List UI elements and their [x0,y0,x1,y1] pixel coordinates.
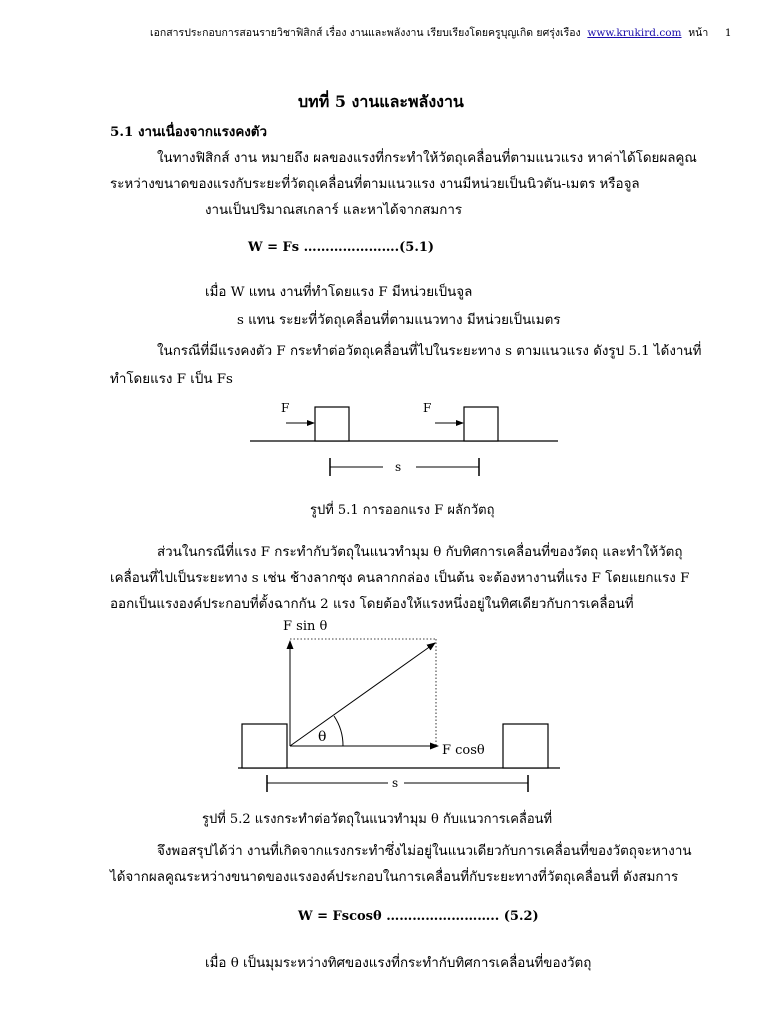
resultant-force-arrow [290,643,435,746]
paragraph-4-line-1: จึงพอสรุปได้ว่า งานที่เกิดจากแรงกระทำซึ่งไม่อยู่ในแนวเดียวกับการเคลื่อนที่ของวัตถุจะหางาน [157,844,692,859]
paragraph-3-line-2: เคลื่อนที่ไปเป็นระยะทาง s เช่น ช้างลากซุง คนลากกล่อง เป็นต้น จะต้องหางานที่แรง F โดยแยกแรง F [110,571,690,586]
chapter-title: บทที่ 5 งานและพลังงาน [298,92,464,111]
block-end [503,724,548,768]
page-number: 1 [724,27,732,39]
horizontal-component-label: F cosθ [442,743,485,758]
angle-arc [334,716,343,746]
block-right [464,407,498,441]
paragraph-1-line-3: งานเป็นปริมาณสเกลาร์ และหาได้จากสมการ [205,203,463,218]
figure-5-2-caption: รูปที่ 5.2 แรงกระทำต่อวัตถุในแนวทำมุม θ กับแนวการเคลื่อนที่ [202,812,553,827]
paragraph-2-line-1: ในกรณีที่มีแรงคงตัว F กระทำต่อวัตถุเคลื่อนที่ไปในระยะทาง s ตามแนวแรง ดังรูป 5.1 ได้งานที่ [157,344,702,359]
figure-5-1-diagram [240,395,570,490]
definition-s: s แทน ระยะที่วัตถุเคลื่อนที่ตามแนวทาง มีหน่วยเป็นเมตร [237,313,561,328]
page-header [150,24,732,41]
paragraph-2-line-2: ทำโดยแรง F เป็น Fs [110,372,233,387]
equation-5-2: W = Fscosθ …………………….. (5.2) [298,909,539,924]
distance-label-2: s [392,776,399,790]
block-start [242,724,287,768]
vertical-component-label: F sin θ [283,619,328,634]
angle-label: θ [318,729,327,745]
paragraph-3-line-3: ออกเป็นแรงองค์ประกอบที่ตั้งฉากกัน 2 แรง โดยต้องให้แรงหนึ่งอยู่ในทิศเดียวกับการเคลื่อนที่ [110,597,634,612]
page-label: หน้า [688,27,709,39]
paragraph-3-line-1: ส่วนในกรณีที่แรง F กระทำกับวัตถุในแนวทำมุม θ กับทิศการเคลื่อนที่ของวัตถุ และทำให้วัตถุ [157,545,683,560]
block-left [315,407,349,441]
website-link[interactable]: www.krukird.com [587,27,682,39]
figure-5-2-diagram [230,612,570,797]
paragraph-1-line-1: ในทางฟิสิกส์ งาน หมายถึง ผลของแรงที่กระทำให้วัตถุเคลื่อนที่ตามแนวแรง หาค่าได้โดยผลคูณ [157,151,697,166]
figure-5-1-caption: รูปที่ 5.1 การออกแรง F ผลักวัตถุ [310,503,495,518]
distance-label-1: s [395,460,402,474]
equation-5-1: W = Fs ………………….(5.1) [248,240,435,255]
force-label-right: F [423,401,432,415]
force-label-left: F [281,401,290,415]
paragraph-1-line-2: ระหว่างขนาดของแรงกับระยะที่วัตถุเคลื่อนที่ตามแนวแรง งานมีหน่วยเป็นนิวตัน-เมตร หรือจูล [110,177,640,192]
paragraph-4-line-2: ได้จากผลคูณระหว่างขนาดของแรงองค์ประกอบในการเคลื่อนที่กับระยะทางที่วัตถุเคลื่อนที่ ดังสมการ [110,870,679,885]
definition-theta: เมื่อ θ เป็นมุมระหว่างทิศของแรงที่กระทำกับทิศการเคลื่อนที่ของวัตถุ [205,956,592,971]
definition-w: เมื่อ W แทน งานที่ทำโดยแรง F มีหน่วยเป็นจูล [205,285,473,300]
header-text: เอกสารประกอบการสอนรายวิชาฟิสิกส์ เรื่อง งานและพลังงาน เรียบเรียงโดยครูบุญเกิด ยศรุ่งเรือง [150,27,581,39]
section-heading: 5.1 งานเนื่องจากแรงคงตัว [110,124,268,140]
